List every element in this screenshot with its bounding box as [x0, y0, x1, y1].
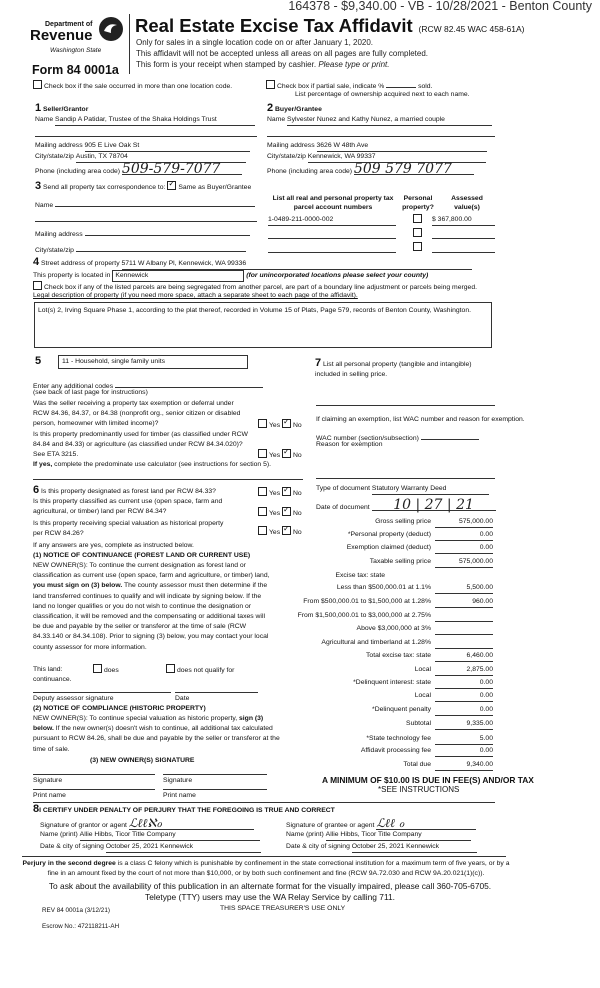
buyer-name-line2[interactable]: [267, 136, 495, 137]
same-as-buyer-checkbox[interactable]: [167, 181, 176, 190]
notice-text: NEW OWNER(S): To continue special valuation as historic property,: [33, 715, 238, 722]
q1-no-checkbox[interactable]: [282, 419, 291, 428]
location-note: (for unincorporated locations please select your county): [246, 272, 429, 279]
logo-revenue: Revenue: [30, 27, 93, 44]
notice-text: If the new owner(s) doesn't wish to continue, all additional tax calculated pursuant to RCW 84.26, shall be due and payable by the seller or transferor at the time of sale.: [33, 725, 280, 753]
assessed-col-header: Assessed value(s): [451, 195, 483, 211]
no-label: No: [292, 529, 302, 536]
label: Signature of grantee or agent: [286, 822, 375, 829]
tax-row-value[interactable]: 5,500.00: [435, 584, 493, 594]
logo-swirl-icon: [98, 16, 124, 42]
deputy-signature-field[interactable]: [33, 692, 171, 693]
legal-label: Legal description of property (if you need more space, attach a separate sheet to each page of the affidavit).: [33, 292, 358, 299]
partial-percent-field[interactable]: [386, 87, 416, 88]
header-line: This affidavit will not be accepted unless all areas on all pages are fully completed.: [136, 49, 429, 58]
additional-codes-field[interactable]: [115, 378, 263, 388]
location-select[interactable]: Kennewick: [112, 270, 244, 282]
parcel-number-field[interactable]: [268, 238, 396, 239]
grantor-date-field[interactable]: October 25, 2021 Kennewick: [106, 842, 261, 853]
buyer-heading: Buyer/Grantee: [275, 106, 322, 113]
owner-print-name-field[interactable]: [163, 789, 267, 790]
deputy-date-field[interactable]: [175, 692, 258, 693]
certify-title: I CERTIFY UNDER PENALTY OF PERJURY THAT THE FOREGOING IS TRUE AND CORRECT: [39, 807, 335, 814]
label: Signature of grantor or agent: [40, 822, 127, 829]
tax-row-label: Gross selling price: [375, 518, 431, 525]
sec3-mail-field[interactable]: [85, 226, 250, 236]
yes-label: Yes: [269, 422, 281, 429]
multi-location-checkbox[interactable]: [33, 80, 42, 89]
yes-label: Yes: [269, 529, 281, 536]
q6c-no-checkbox[interactable]: [282, 526, 291, 535]
tax-row-value[interactable]: 0.00: [435, 544, 493, 554]
tax-row-value[interactable]: 0.00: [435, 747, 493, 757]
escrow-number: Escrow No.: 472118211-AH: [42, 923, 120, 930]
tax-row-label: Subtotal: [406, 720, 431, 727]
tax-row-label: Local: [414, 692, 431, 699]
reason-label: Reason for exemption: [316, 441, 383, 448]
owner-print-name-field[interactable]: [33, 789, 155, 790]
label: Name (print): [40, 831, 78, 838]
label: Name: [267, 116, 286, 123]
tax-row: [300, 706, 495, 718]
q6a-no-checkbox[interactable]: [282, 487, 291, 496]
tax-row: [300, 598, 495, 610]
buyer-mail-field[interactable]: 3626 W 48th Ave: [317, 141, 487, 152]
assessed-value-field[interactable]: $ 367,800.00: [432, 215, 495, 226]
buyer-city-field[interactable]: Kennewick, WA 99337: [308, 152, 486, 163]
buyer-phone-field[interactable]: 509 579 7077: [354, 164, 474, 175]
label: Name: [35, 202, 54, 209]
q6c-yes-checkbox[interactable]: [258, 526, 267, 535]
label: Date & city of signing: [286, 843, 350, 850]
section-number: 2: [267, 102, 274, 114]
section-number: 4: [33, 256, 40, 268]
grantor-name-field[interactable]: Allie Hibbs, Ticor Title Company: [80, 830, 260, 841]
notice-compliance-title: (2) NOTICE OF COMPLIANCE (HISTORIC PROPERTY): [33, 705, 206, 712]
does-qualify-checkbox[interactable]: [93, 664, 102, 673]
tax-row-label: *State technology fee: [366, 735, 431, 742]
land-use-select[interactable]: 11 - Household, single family units: [58, 355, 248, 369]
parcel-number-field[interactable]: 1-0489-211-0000-002: [268, 215, 396, 226]
q6b-no-checkbox[interactable]: [282, 507, 291, 516]
alternate-format-note: To ask about the availability of this publication in an alternate format for the visually impaired, please call 360-705-6705. Teletype (TTY) users may use the WA Relay Service by calling 711.: [48, 881, 492, 902]
segregate-checkbox[interactable]: [33, 281, 42, 290]
tax-row-value[interactable]: 9,335.00: [435, 720, 493, 730]
tax-row: [300, 761, 495, 773]
sec3-name-line2[interactable]: [35, 221, 257, 222]
tax-row-label: Above $3,000,000 at 3%: [356, 625, 431, 632]
minimum-due-notice: A MINIMUM OF $10.00 IS DUE IN FEE(S) AND/OR TAX: [322, 775, 534, 785]
exemption-question: Was the seller receiving a property tax exemption or deferral under RCW 84.36, 84.37, or 84.38 (nonprofit org., senior citizen or disabled person, homeowner with limited income)?: [33, 400, 241, 428]
section-number: 6: [33, 484, 40, 496]
tax-row: [300, 652, 495, 664]
header-line-italic: Please type or print.: [318, 60, 390, 69]
header-divider: [129, 14, 130, 74]
logo-dept: Department of: [45, 21, 93, 28]
label: Street address of property: [41, 260, 120, 267]
perjury-bold: Perjury in the second degree: [22, 860, 116, 867]
tax-row: [300, 572, 495, 584]
label: This land:: [33, 666, 63, 673]
buyer-name-field[interactable]: Sylvester Nunez and Kathy Nunez, a married couple: [287, 115, 492, 126]
owner-signature-field[interactable]: [163, 774, 267, 775]
label: Date & city of signing: [40, 843, 104, 850]
continuance-label: continuance.: [33, 676, 72, 683]
print-name-label: Print name: [33, 792, 66, 799]
signature-label: Signature: [163, 777, 193, 784]
notice-text-bold: you must sign on (3) below.: [33, 582, 123, 590]
tax-row-label: Local: [414, 666, 431, 673]
q1-yes-checkbox[interactable]: [258, 419, 267, 428]
yes-label: Yes: [269, 452, 281, 459]
perjury-text: is a class C felony which is punishable by confinement in the state correctional institution for a maximum term of five years, or by a fine in an amount fixed by the court of not more than $10,000, or by both such confinement and fine (RCW 9A.72.030 and RCW 9A.20.021(1)(c)).: [47, 860, 510, 878]
q2-yes-checkbox[interactable]: [258, 449, 267, 458]
tax-row-value[interactable]: 575,000.00: [435, 558, 493, 568]
notice-text: The county assessor must then determine if the land transferred continues to qualify and will indicate by signing below. If the land no longer qualifies or you do not wish to continue the designation or classification, it will be removed and the compensating or additional taxes will be due and payable by the seller or transferor at the time of sale (RCW 84.33.140 or 84.34.108). Prior to signing (3) below, you may contact your local county assessor for more information.: [33, 582, 269, 651]
tax-row-label: Less than $500,000.01 at 1.1%: [336, 584, 431, 591]
parcel-col-header: List all real and personal property tax parcel account numbers: [272, 195, 394, 211]
no-label: No: [292, 422, 302, 429]
tax-row: [300, 747, 495, 759]
tax-row-value[interactable]: 575,000.00: [435, 518, 493, 528]
multi-location-label: Check box if the sale occurred in more than one location code.: [44, 83, 233, 90]
tax-row-value[interactable]: 960.00: [435, 598, 493, 608]
personal-property-checkbox[interactable]: [413, 214, 422, 223]
parcel-number-field[interactable]: [268, 252, 396, 253]
owner-signature-field[interactable]: [33, 774, 155, 775]
section-divider: [22, 856, 506, 857]
seller-name-field[interactable]: Sandip A Patidar, Trustee of the Shaka Holdings Trust: [55, 115, 255, 126]
label: Date of document: [316, 504, 370, 511]
grantee-signature-field[interactable]: ℒℓℓ ℴ: [376, 818, 476, 830]
label: City/state/zip: [35, 247, 74, 254]
no-label: No: [292, 490, 302, 497]
tax-row: [300, 639, 495, 651]
header-line: Only for sales in a single location code on or after January 1, 2020.: [136, 38, 374, 47]
timber-question: Is this property predominantly used for timber (as classified under RCW 84.84 and 84.33) or agriculture (as classified under RCW 84.34.020)? See ETA 3215.: [33, 431, 248, 459]
rcw-ref: (RCW 82.45 WAC 458-61A): [418, 24, 525, 34]
no-label: No: [292, 452, 302, 459]
tax-row-value[interactable]: 2,875.00: [435, 666, 493, 676]
sold-label: sold.: [418, 83, 433, 90]
seller-name-line2[interactable]: [35, 136, 257, 137]
exempt-label: If claiming an exemption, list WAC number and reason for exemption.: [316, 416, 525, 423]
partial-note: List percentage of ownership acquired next to each name.: [295, 91, 470, 98]
deputy-label: Deputy assessor signature: [33, 695, 114, 702]
notice-text: NEW OWNER(S): To continue the current designation as forest land or classification as current use (open space, farm and agriculture, or timber) land,: [33, 562, 270, 580]
tax-row-label: *Personal property (deduct): [347, 531, 431, 538]
label: Name: [35, 116, 54, 123]
label: Mailing address: [35, 142, 83, 149]
tax-row-label: Total excise tax: state: [366, 652, 431, 659]
notice-continuance-title: (1) NOTICE OF CONTINUANCE (FOREST LAND OR CURRENT USE): [33, 552, 251, 559]
tax-row-label: Agricultural and timberland at 1.28%: [321, 639, 431, 646]
if-any-text: If any answers are yes, complete as instructed below.: [33, 542, 194, 549]
personal-property-checkbox[interactable]: [413, 242, 422, 251]
tax-row: [300, 584, 495, 596]
seller-city-field[interactable]: Austin, TX 78704: [76, 152, 246, 163]
tax-row-value[interactable]: [435, 612, 493, 622]
legal-description-field[interactable]: Lot(s) 2, Irving Square Phase 1, according to the plat thereof, recorded in Volume 15 of Plats, Page 579, records of Benton County, Washington.: [34, 302, 492, 348]
seller-heading: Seller/Grantor: [43, 106, 89, 113]
section-number: 1: [35, 102, 42, 114]
q6a-yes-checkbox[interactable]: [258, 487, 267, 496]
tax-row-label: *Delinquent penalty: [372, 706, 431, 713]
tax-row-label: From $500,000.01 to $1,500,000 at 1.28%: [303, 598, 431, 605]
q2-no-checkbox[interactable]: [282, 449, 291, 458]
treasurer-use-label: THIS SPACE TREASURER'S USE ONLY: [220, 905, 346, 912]
section-divider: [33, 479, 303, 480]
revision-label: REV 84 0001a (3/12/21): [42, 907, 110, 914]
label: Type of document: [316, 485, 371, 492]
codes-note: (see back of last page for instructions): [33, 389, 148, 396]
label: City/state/zip: [35, 153, 74, 160]
tax-row: [300, 666, 495, 678]
doc-type-field[interactable]: Statutory Warranty Deed: [372, 484, 489, 495]
print-name-label: Print name: [163, 792, 196, 799]
label: Mailing address: [35, 231, 83, 238]
sec3-name-field[interactable]: [55, 197, 255, 207]
label: Mailing address: [267, 142, 315, 149]
tax-row: [297, 612, 495, 624]
assessed-value-field[interactable]: [432, 252, 495, 253]
tax-row-label: Exemption claimed (deduct): [346, 544, 431, 551]
section-number: 3: [35, 180, 42, 192]
grantor-signature-field[interactable]: ℒℓℓℵℴ: [129, 818, 254, 830]
label: This property is located in: [33, 272, 111, 279]
section-number: 8: [33, 803, 40, 815]
section-number: 5: [35, 355, 42, 367]
tax-row-label: From $1,500,000.01 to $3,000,000 at 2.75%: [297, 612, 431, 619]
recording-stamp: 164378 - $9,340.00 - VB - 10/28/2021 - Benton County: [288, 0, 592, 13]
section-divider: [33, 802, 495, 803]
new-owner-signature-title: (3) NEW OWNER(S) SIGNATURE: [90, 757, 195, 764]
same-as-buyer-label: Same as Buyer/Grantee: [178, 184, 252, 191]
seller-phone-field[interactable]: 509-579-7077: [122, 164, 242, 175]
forest-question: Is this property designated as forest land per RCW 84.33?: [41, 488, 216, 495]
tax-row: [300, 692, 495, 704]
tax-row-value[interactable]: 0.00: [435, 706, 493, 716]
yes-label: Yes: [269, 490, 281, 497]
tax-row-label: Affidavit processing fee: [360, 747, 431, 754]
does-not-label: does not qualify for: [177, 667, 235, 674]
tax-row-label: Total due: [403, 761, 431, 768]
historical-question: Is this property receiving special valuation as historical property per RCW 84.26?: [33, 520, 224, 538]
wac-field[interactable]: [421, 430, 479, 440]
partial-sale-checkbox[interactable]: [266, 80, 275, 89]
street-address-field[interactable]: 5711 W Albany Pl, Kennewick, WA 99336: [122, 259, 472, 270]
label: City/state/zip: [267, 153, 306, 160]
tax-row-value[interactable]: 0.00: [435, 692, 493, 702]
seller-mail-field[interactable]: 905 E Live Oak St: [85, 141, 250, 152]
tax-row: [300, 735, 495, 747]
notice-text-bold: sign (3) below.: [33, 715, 264, 733]
personal-col-header: Personal property?: [402, 195, 434, 211]
does-label: does: [104, 667, 119, 674]
sec3-city-field[interactable]: [76, 242, 246, 252]
form-number: Form 84 0001a: [32, 63, 119, 77]
date-label: Date: [175, 695, 190, 702]
tax-row: [300, 518, 495, 530]
tax-row-value[interactable]: 0.00: [435, 679, 493, 689]
tax-row: [300, 558, 495, 570]
tax-row-value[interactable]: [435, 625, 493, 635]
assessed-value-field[interactable]: [432, 238, 495, 239]
tax-row: [300, 720, 495, 732]
logo-state: Washington State: [50, 47, 102, 54]
label: Name (print): [286, 831, 324, 838]
tax-row: [300, 531, 495, 543]
tax-row-value[interactable]: [435, 639, 493, 649]
see-instructions: *SEE INSTRUCTIONS: [378, 785, 460, 794]
tax-row: [300, 625, 495, 637]
no-label: No: [292, 510, 302, 517]
reason-field[interactable]: [316, 478, 495, 479]
sec7-text: List all personal property (tangible and intangible) included in selling price.: [315, 361, 472, 379]
section-number: 7: [315, 357, 322, 369]
label: Phone (including area code): [267, 168, 353, 175]
tax-row-value[interactable]: 9,340.00: [435, 761, 493, 771]
current-use-question: Is this property classified as current use (open space, farm and agricultural, or timber) land per RCW 84.34?: [33, 498, 223, 516]
tax-row: [300, 679, 495, 691]
segregate-label: Check box if any of the listed parcels are being segregated from another parcel, are part of a boundary line adjustment or parcels being merged.: [44, 284, 477, 291]
tax-row-value[interactable]: 5.00: [435, 735, 493, 745]
page-title: Real Estate Excise Tax Affidavit: [135, 15, 413, 36]
signature-label: Signature: [33, 777, 63, 784]
tax-row-label: Taxable selling price: [369, 558, 431, 565]
partial-sale-label: Check box if partial sale, indicate %: [277, 83, 385, 90]
tax-row-label: Excise tax: state: [335, 572, 385, 579]
tax-row-value[interactable]: 0.00: [435, 531, 493, 541]
label: Phone (including area code): [35, 168, 121, 175]
if-yes-text: complete the predominate use calculator (see instructions for section 5).: [54, 461, 272, 468]
yes-label: Yes: [269, 510, 281, 517]
label: WAC number (section/subsection): [316, 435, 419, 442]
does-not-qualify-checkbox[interactable]: [166, 664, 175, 673]
personal-property-checkbox[interactable]: [413, 228, 422, 237]
label: Enter any additional codes: [33, 383, 114, 390]
grantee-date-field[interactable]: October 25, 2021 Kennewick: [352, 842, 477, 853]
tax-row-value[interactable]: 6,460.00: [435, 652, 493, 662]
if-yes-bold: If yes,: [33, 461, 53, 468]
q6b-yes-checkbox[interactable]: [258, 507, 267, 516]
tax-row: [300, 544, 495, 556]
sec3-text: Send all property tax correspondence to:: [43, 184, 166, 191]
header-line: This form is your receipt when stamped by cashier.: [136, 60, 317, 69]
grantee-name-field[interactable]: Allie Hibbs, Ticor Title Company: [326, 830, 471, 841]
doc-date-field[interactable]: 10 | 27 | 21: [372, 500, 496, 511]
personal-property-field[interactable]: [316, 405, 495, 406]
tax-row-label: *Delinquent interest: state: [353, 679, 431, 686]
